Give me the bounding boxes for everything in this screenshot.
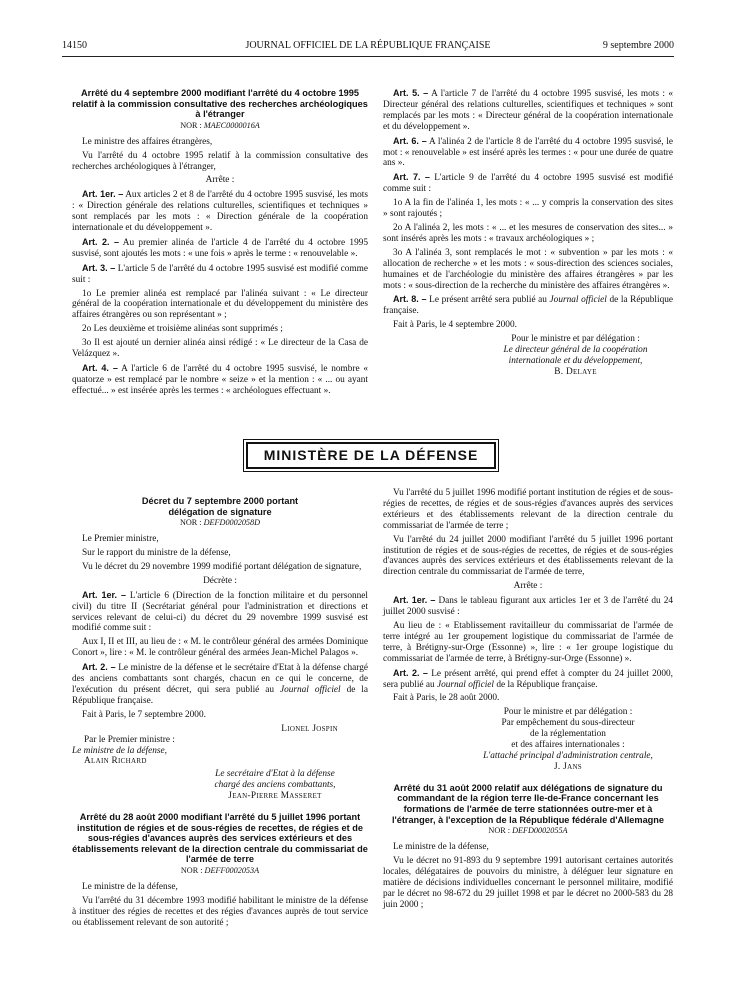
signature-block-se: Le secrétaire d'Etat à la défense chargé des anciens combattants, Jean-Pierre Masseret <box>214 769 336 802</box>
arrete-regies-continued <box>383 488 673 913</box>
arrete-archeologie-part1 <box>72 88 368 400</box>
paragraph: 1o A la fin de l'alinéa 1, les mots : « ... y compris la conservation des sites » sont rajoutés ; <box>383 198 673 220</box>
signature-date: Fait à Paris, le 4 septembre 2000. <box>393 320 517 331</box>
nor-reference: NOR : DEFD0002058D <box>179 518 261 528</box>
paragraph: 1o Le premier alinéa est remplacé par l'alinéa suivant : « Le directeur général de la coopération internationale et du développement du ministère des affaires étrangères ou son représentant » ; <box>72 288 368 321</box>
arrete-heading: Arrête : <box>513 581 543 592</box>
header-rule <box>62 56 674 57</box>
paragraph: Le Premier ministre, <box>82 534 159 545</box>
article-5: Art. 5. – A l'article 7 de l'arrêté du 4 octobre 1995 susvisé, les mots : « Directeur général des relations culturelles, scientifiques et techniques » sont remplacés par les mots : « Directeur général de la coopération internationale et du développement ». <box>383 88 674 132</box>
paragraph: Vu le décret no 91-893 du 9 septembre 1991 autorisant certaines autorités locales, délégataires de pouvoirs du ministre, à déléguer leur signature en matière de décisions individuelles concernant le personnel militaire, modifié par le décret no 98-672 du 29 juillet 1998 et par le décret no 2000-583 du 28 juin 2000 ; <box>383 855 673 910</box>
article-1: Art. 1er. – Dans le tableau figurant aux articles 1er et 3 de l'arrêté du 24 juillet 2000 susvisé : <box>383 595 674 618</box>
page-number: 14150 <box>62 40 87 51</box>
paragraph: Vu l'arrêté du 5 juillet 1996 modifié portant institution de régies et de sous-régies de recettes, de régies et de sous-régies d'avances auprès des services extérieurs et des établissements relevant de la direction centrale du commissariat de l'armée de terre ; <box>383 488 673 531</box>
paragraph: Le ministre de la défense, <box>393 842 489 853</box>
article-1: Art. 1er. – L'article 6 (Direction de la fonction militaire et du personnel civil) du titre II (Secrétariat général pour l'administration et directions et services relevant de celui-ci) du décret du 29 novembre 1999 susvisé est modifié comme suit : <box>72 589 368 634</box>
signature-date: Fait à Paris, le 7 septembre 2000. <box>82 709 206 720</box>
decret-title: Décret du 7 septembre 2000 portant délégation de signature <box>141 496 299 517</box>
article-2: Art. 2. – Au premier alinéa de l'article 4 de l'arrêté du 4 octobre 1995 susvisé, sont ajoutés les mots : « une fois » après le terme : « renouvelable ». <box>72 236 369 259</box>
paragraph: Sur le rapport du ministre de la défense, <box>82 548 231 558</box>
section-banner-ministere: MINISTÈRE DE LA DÉFENSE <box>246 442 496 469</box>
article-7: Art. 7. – L'article 9 de l'arrêté du 4 octobre 1995 susvisé est modifié comme suit : <box>383 172 674 195</box>
article-4: Art. 4. – A l'article 6 de l'arrêté du 4 octobre 1995 susvisé, le nombre « quatorze » est remplacé par le nombre « seize » et la mention : « ... ou ayant effectué... » est insérée après les termes : « archéologues effectuant ». <box>72 363 369 396</box>
paragraph: Au lieu de : « Etablissement ravitailleur du commissariat de l'armée de terre intégré au 1er groupement logistique du commissariat de l'armée de terre, à Brétigny-sur-Orge (Essonne) », lire : « 1er groupe logistique du commissariat de l'armée de terre, à Brétigny-sur-Orge (Essonne) ». <box>383 620 673 664</box>
decret-delegation <box>72 496 368 932</box>
paragraph: 3o Il est ajouté un dernier alinéa ainsi rédigé : « Le directeur de la Casa de Velázquez ». <box>72 338 368 360</box>
page-header <box>62 40 674 54</box>
paragraph: Le ministre des affaires étrangères, <box>82 136 213 147</box>
signature-block: Pour le ministre et par délégation : Par empêchement du sous-directeur de la réglementation et des affaires internationales : L'attaché principal d'administration centrale, J. Jans <box>483 707 653 772</box>
paragraph: 2o A l'alinéa 2, les mots : « ... et les mesures de conservation des sites... » sont insérés après les mots : « travaux archéologiques » ; <box>383 222 673 244</box>
nor-reference: NOR : DEFF0002053A <box>180 866 260 875</box>
paragraph: Aux I, II et III, au lieu de : « M. le contrôleur général des armées Dominique Conort », lire : « M. le contrôleur général des armées Jean-Michel Palagos ». <box>72 637 368 659</box>
arrete-archeologie-part2 <box>383 88 673 378</box>
arrete-delegation-title: Arrêté du 31 août 2000 relatif aux délégations de signature du commandant de la région terre Ile-de-France concernant les formations de l'armée de terre stationnées outre-mer et à l'étranger, à l'exception de la République fédérale d'Allemagne <box>391 782 665 825</box>
paragraph: 2o Les deuxième et troisième alinéas sont supprimés ; <box>82 324 283 335</box>
nor-reference: NOR : DEFD0002055A <box>488 826 568 836</box>
issue-date: 9 septembre 2000 <box>602 40 674 51</box>
arrete-regies-title: Arrêté du 28 août 2000 modifiant l'arrêté du 5 juillet 1996 portant institution de régies et de sous-régies de recettes, de régies et de sous-régies d'avances auprès des services extérieurs et des établissements relevant de la direction centrale du commissariat de l'armée de terre <box>72 812 368 865</box>
paragraph: Vu le décret du 29 novembre 1999 modifié portant délégation de signature, <box>82 561 362 572</box>
decrete-heading: Décrète : <box>203 575 237 586</box>
article-8: Art. 8. – Le présent arrêté sera publié au Journal officiel de la République française. <box>383 294 674 317</box>
journal-title: JOURNAL OFFICIEL DE LA RÉPUBLIQUE FRANÇAISE <box>245 40 491 51</box>
paragraph: Vu l'arrêté du 31 décembre 1993 modifié habilitant le ministre de la défense à instituer des régies de recettes et des régies d'avances auprès de tout service ou établissement relevant de son autorité ; <box>72 895 368 928</box>
signer-name: Lionel Jospin <box>281 723 338 734</box>
paragraph: Vu l'arrêté du 24 juillet 2000 modifiant l'arrêté du 5 juillet 1996 portant institution de régies et de sous-régies de recettes, de régies et de sous-régies d'avances auprès des services extérieurs et des établissements relevant de la direction centrale du commissariat de l'armée de terre, <box>383 534 673 578</box>
signature-block: Par le Premier ministre : Le ministre de la défense, Alain Richard <box>72 734 175 767</box>
signature-date: Fait à Paris, le 28 août 2000. <box>393 693 500 704</box>
article-2: Art. 2. – Le présent arrêté, qui prend effet à compter du 24 juillet 2000, sera publié au Journal officiel de la République française. <box>383 667 673 690</box>
article-2: Art. 2. – Le ministre de la défense et le secrétaire d'Etat à la défense chargé des anciens combattants sont chargés, chacun en ce qui le concerne, de l'exécution du présent décret, qui sera publié au Journal officiel de la République française. <box>72 662 369 706</box>
arrete-heading: Arrête : <box>205 175 235 186</box>
paragraph: Le ministre de la défense, <box>82 881 178 892</box>
article-1: Art. 1er. – Aux articles 2 et 8 de l'arrêté du 4 octobre 1995 susvisé, les mots : « Direction générale des relations culturelles, scientifiques et techniques » sont remplacés par les mots : « Direction générale de la coopération internationale et du développement ». <box>72 189 368 234</box>
signature-block: Pour le ministre et par délégation : Le directeur général de la coopération internationale et du développement, B. Delaye <box>503 334 648 377</box>
arrete-archeologie-title: Arrêté du 4 septembre 2000 modifiant l'arrêté du 4 octobre 1995 relatif à la commission consultative des recherches archéologiques à l'étranger <box>72 88 368 120</box>
nor-reference: NOR : MAEC0000016A <box>180 120 260 130</box>
article-3: Art. 3. – L'article 5 de l'arrêté du 4 octobre 1995 susvisé est modifié comme suit : <box>72 262 368 285</box>
paragraph: 3o A l'alinéa 3, sont remplacés le mot : « subvention » par les mots : « allocation de recherche » et les mots : « sous-direction des sciences sociales, humaines et de l'archéologie du ministère des affaires étrangères » par les mots : « sous-direction de la recherche du ministère des affaires étrangères ». <box>383 247 673 291</box>
article-6: Art. 6. – A l'alinéa 2 de l'article 8 de l'arrêté du 4 octobre 1995 susvisé, le mot : « renouvelable » est inséré après les termes : « pour une durée de quatre ans ». <box>383 135 673 169</box>
paragraph: Vu l'arrêté du 4 octobre 1995 relatif à la commission consultative des recherches archéologiques à l'étranger, <box>72 150 368 172</box>
